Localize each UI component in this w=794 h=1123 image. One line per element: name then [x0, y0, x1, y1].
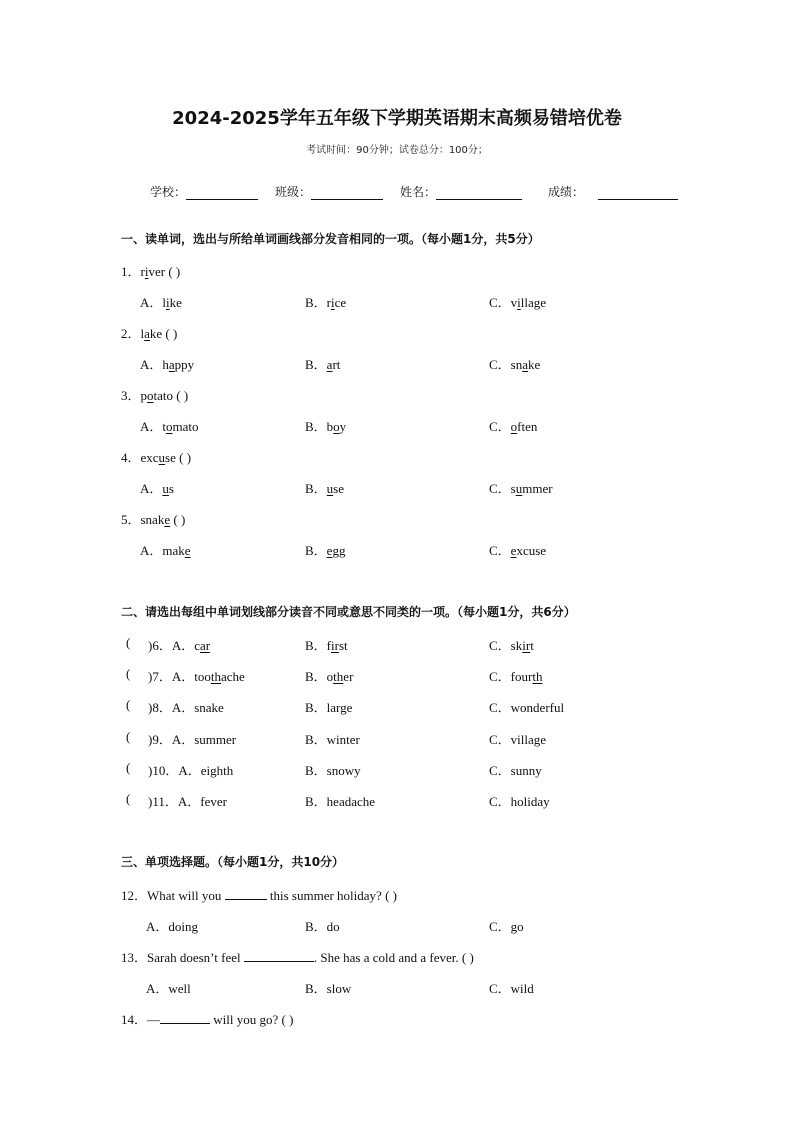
text-run: B．large [305, 700, 353, 716]
option-b[interactable] [305, 540, 345, 559]
underlined-letters: a [168, 357, 175, 372]
question-row [0, 697, 794, 715]
option-row [0, 416, 794, 434]
underlined-letters: u [158, 450, 166, 465]
question-text [121, 947, 474, 966]
text-run: s [168, 481, 174, 496]
question-row [0, 635, 794, 653]
option-c[interactable] [489, 791, 550, 810]
text-run: 12．What will you [121, 888, 225, 903]
text-run: C．four [489, 669, 533, 685]
text-run: se [333, 481, 345, 496]
option-c[interactable] [489, 292, 546, 311]
question-stem [0, 947, 794, 965]
text-run: se ( ) [165, 450, 192, 465]
option-a[interactable] [140, 540, 191, 559]
option-b[interactable] [305, 292, 346, 311]
text-run: st [338, 638, 348, 653]
option-b[interactable] [305, 697, 352, 716]
option-c[interactable] [489, 478, 553, 497]
question-text [121, 447, 191, 466]
text-run: C． [489, 543, 511, 558]
underlined-letters: e [164, 512, 171, 527]
answer-paren[interactable] [126, 760, 130, 776]
option-c[interactable] [489, 354, 540, 373]
text-run: C．holiday [489, 794, 550, 809]
class-blank[interactable] [311, 187, 383, 200]
option-row [0, 916, 794, 934]
score-label: 成绩： [548, 185, 585, 199]
answer-blank[interactable] [225, 888, 267, 900]
text-run: B．winter [305, 731, 360, 747]
text-run: 13．Sarah doesn’t feel [121, 950, 244, 965]
text-run: B．f [305, 638, 332, 653]
option-a[interactable] [148, 791, 227, 810]
text-run: B．b [305, 419, 334, 434]
text-run: A．mak [140, 543, 185, 558]
text-run: B．o [305, 669, 334, 685]
text-run: ( [126, 697, 131, 713]
school-blank[interactable] [186, 187, 258, 200]
option-c[interactable] [489, 916, 524, 935]
text-run: 1．r [121, 264, 145, 279]
question-stem [0, 509, 794, 527]
text-run: C．sk [489, 638, 523, 653]
text-run: ppy [174, 357, 195, 372]
name-blank[interactable] [436, 187, 522, 200]
text-run: 5．snak [121, 512, 165, 527]
text-run: 3．p [121, 388, 148, 403]
text-run: B．slow [305, 981, 352, 996]
option-c[interactable] [489, 635, 534, 654]
option-row [0, 540, 794, 558]
underlined-letters: a [522, 357, 529, 372]
text-run: gg [332, 543, 346, 558]
question-row [0, 791, 794, 809]
text-run: ( [126, 635, 131, 650]
question-row [0, 760, 794, 778]
text-run: C．wild [489, 981, 534, 996]
name-label: 姓名： [400, 185, 437, 199]
answer-paren[interactable] [126, 635, 130, 651]
text-run: A．well [146, 981, 191, 996]
option-c[interactable] [489, 697, 564, 716]
text-run: )10．A．eighth [148, 762, 234, 778]
underlined-letters: th [333, 669, 344, 685]
option-a[interactable] [140, 478, 174, 497]
answer-paren[interactable] [126, 697, 130, 713]
text-run: C．village [489, 731, 547, 747]
underlined-letters: i [166, 295, 170, 310]
option-c[interactable] [489, 666, 542, 685]
page-title: 2024-2025学年五年级下学期英语期末高频易错培优卷 [172, 108, 622, 129]
text-run: C．sunny [489, 762, 542, 778]
text-run: )8．A．snake [148, 700, 224, 716]
text-run: ( [126, 759, 131, 775]
underlined-letters: ir [522, 638, 531, 653]
text-run: A．t [140, 419, 167, 434]
text-run: 2．l [121, 326, 145, 341]
option-a[interactable] [148, 635, 210, 654]
text-run: . She has a cold and a fever. ( ) [313, 950, 474, 965]
option-b[interactable] [305, 635, 348, 654]
answer-blank[interactable] [160, 1012, 210, 1024]
answer-blank[interactable] [244, 950, 314, 962]
text-run: this summer holiday? ( ) [266, 888, 397, 903]
text-run: B． [305, 481, 327, 496]
text-run: ( [126, 728, 131, 744]
option-a[interactable] [140, 292, 182, 311]
text-run: A． [140, 481, 163, 496]
text-run: C．wonderful [489, 700, 565, 716]
underlined-letters: u [162, 481, 169, 496]
text-run: ke [169, 295, 182, 310]
underlined-letters: ar [200, 638, 211, 653]
underlined-letters: a [326, 357, 333, 372]
option-a[interactable] [148, 760, 233, 779]
text-run: B．do [305, 919, 340, 934]
text-run: C． [489, 419, 511, 434]
text-run: 14．— [121, 1012, 161, 1027]
score-blank[interactable] [598, 187, 678, 200]
option-b[interactable] [305, 978, 351, 997]
option-a[interactable] [148, 729, 236, 748]
option-row [0, 354, 794, 372]
question-row [0, 666, 794, 684]
class-field [275, 183, 383, 200]
option-b[interactable] [305, 416, 346, 435]
score-field [548, 183, 678, 200]
section-1-heading: 一、读单词，选出与所给单词画线部分发音相同的一项。（每小题1分，共5分） [121, 232, 540, 246]
text-run: A．doing [146, 919, 199, 934]
school-field [150, 183, 258, 200]
text-run: llage [520, 295, 547, 310]
text-run: )9．A．summer [148, 731, 237, 747]
text-run: ( [126, 791, 131, 806]
question-stem [0, 1009, 794, 1027]
option-b[interactable] [305, 478, 344, 497]
text-run: ache [220, 669, 245, 685]
text-run: ver ( ) [148, 264, 181, 279]
text-run: will you go? ( ) [210, 1012, 294, 1027]
text-run: C．sn [489, 357, 523, 372]
question-stem [0, 885, 794, 903]
question-stem [0, 261, 794, 279]
option-row [0, 478, 794, 496]
text-run: ke [528, 357, 541, 372]
text-run: 4．exc [121, 450, 159, 465]
option-c[interactable] [489, 760, 542, 779]
option-b[interactable] [305, 354, 340, 373]
question-text [121, 261, 180, 280]
question-text [121, 1009, 293, 1028]
option-a[interactable] [146, 916, 198, 935]
option-c[interactable] [489, 416, 537, 435]
text-run: A．h [140, 357, 169, 372]
option-c[interactable] [489, 540, 546, 559]
option-b[interactable] [305, 729, 360, 748]
text-run: B． [305, 543, 327, 558]
question-text [121, 385, 188, 404]
question-stem [0, 447, 794, 465]
option-c[interactable] [489, 978, 534, 997]
text-run: ften [517, 419, 538, 434]
name-field [400, 183, 522, 200]
text-run: B． [305, 357, 327, 372]
text-run: tato ( ) [153, 388, 189, 403]
question-text [121, 509, 185, 528]
underlined-letters: th [210, 669, 221, 685]
underlined-letters: o [166, 419, 173, 434]
question-stem [0, 323, 794, 341]
text-run: )7．A．too [148, 669, 211, 685]
option-b[interactable] [305, 916, 340, 935]
answer-paren[interactable] [126, 729, 130, 745]
question-row [0, 729, 794, 747]
option-a[interactable] [148, 666, 245, 685]
option-b[interactable] [305, 791, 375, 810]
text-run: B．r [305, 295, 332, 310]
underlined-letters: th [532, 669, 543, 685]
text-run: rt [332, 357, 341, 372]
section-2-heading: 二、请选出每组中单词划线部分读音不同或意思不同类的一项。（每小题1分，共6分） [121, 605, 576, 619]
text-run: xcuse [516, 543, 547, 558]
school-label: 学校： [150, 185, 187, 199]
underlined-letters: i [331, 295, 335, 310]
text-run: B．headache [305, 794, 376, 809]
text-run: t [530, 638, 534, 653]
underlined-letters: o [147, 388, 154, 403]
question-text [121, 323, 177, 342]
text-run: )11．A．fever [148, 794, 227, 809]
question-stem [0, 385, 794, 403]
text-run: ( ) [170, 512, 186, 527]
exam-info: 考试时间：90分钟；试卷总分：100分； [306, 145, 488, 156]
option-b[interactable] [305, 666, 353, 685]
underlined-letters: i [144, 264, 149, 279]
option-a[interactable] [140, 354, 194, 373]
class-label: 班级： [275, 185, 312, 199]
underlined-letters: e [326, 543, 333, 558]
option-row [0, 292, 794, 310]
underlined-letters: a [144, 326, 150, 341]
text-run: y [339, 419, 347, 434]
text-run: mato [172, 419, 199, 434]
option-a[interactable] [148, 697, 224, 716]
answer-paren[interactable] [126, 791, 130, 807]
underlined-letters: o [333, 419, 340, 434]
text-run: er [343, 669, 354, 685]
text-run: C．v [489, 295, 518, 310]
text-run: ( [126, 666, 131, 682]
text-run: ce [334, 295, 347, 310]
option-b[interactable] [305, 760, 361, 779]
option-row [0, 978, 794, 996]
text-run: A．l [140, 295, 167, 310]
text-run: )6．A．c [148, 638, 200, 653]
text-run: C．s [489, 481, 516, 496]
underlined-letters: u [326, 481, 334, 496]
option-c[interactable] [489, 729, 546, 748]
option-a[interactable] [146, 978, 191, 997]
underlined-letters: u [515, 481, 523, 496]
underlined-letters: i [517, 295, 521, 310]
section-3-heading: 三、单项选择题。（每小题1分，共10分） [121, 855, 345, 869]
underlined-letters: o [510, 419, 518, 434]
text-run: ke ( ) [149, 326, 178, 341]
text-run: B．snowy [305, 762, 361, 778]
question-text [121, 885, 397, 904]
text-run: mmer [522, 481, 553, 496]
text-run: C．go [489, 919, 524, 934]
underlined-letters: e [184, 543, 191, 558]
answer-paren[interactable] [126, 666, 130, 682]
option-a[interactable] [140, 416, 199, 435]
underlined-letters: ir [331, 638, 339, 653]
underlined-letters: e [510, 543, 517, 558]
